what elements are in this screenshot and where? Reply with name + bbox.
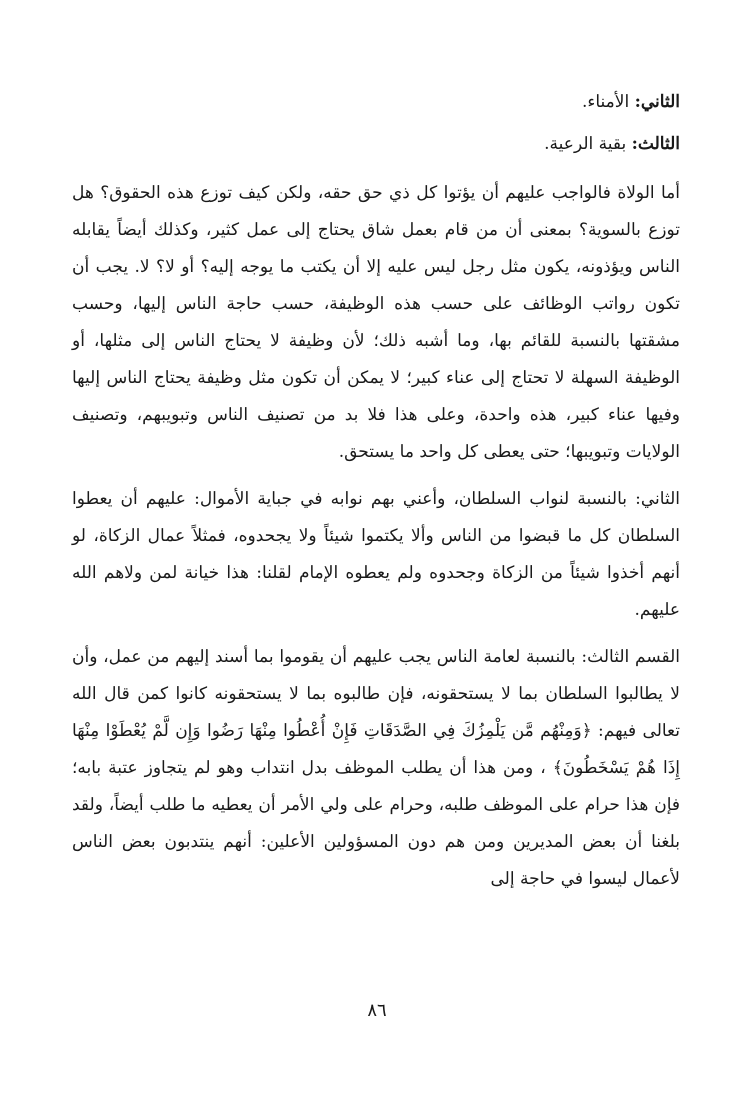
item-text: الأمناء. bbox=[581, 92, 635, 112]
paragraph-deputies: الثاني: بالنسبة لنواب السلطان، وأعني بهم نوابه في جباية الأموال: عليهم أن يعطوا السلطان كل ما قبضوا من الناس وألا يكتموا شيئاً ولا يجحدوه، فمثلاً عمال الزكاة، لو أنهم أخذوا شيئاً من الزكاة وجحدوه ولم يعطوه الإمام لقلنا: هذا خيانة لمن ولاهم الله عليهم. bbox=[72, 489, 680, 620]
page-number: ٨٦ bbox=[367, 1000, 387, 1021]
item-label: الثالث: bbox=[631, 134, 680, 154]
paragraph-public: القسم الثالث: بالنسبة لعامة الناس يجب عليهم أن يقوموا بما أسند إليهم من عمل، وأن لا يطالبوا السلطان بما لا يستحقونه، فإن طالبوه بما لا يستحقونه كانوا كمن قال الله تعالى فيهم: ﴿وَمِنْهُم مَّن يَلْمِزُكَ فِي الصَّدَقَاتِ فَإِنْ أُعْطُوا مِنْهَا رَضُوا وَإِن لَّمْ يُعْطَوْا مِنْهَا إِذَا هُمْ يَسْخَطُونَ﴾ ، ومن هذا أن يطلب الموظف بدل انتداب وهو لم يتجاوز عتبة بابه؛ فإن هذا حرام على الموظف طلبه، وحرام على ولي الأمر أن يعطيه ما طلب أيضاً، ولقد بلغنا أن بعض المديرين ومن هم دون المسؤولين الأعلين: أنهم ينتدبون بعض الناس لأعمال ليسوا في حاجة إلى bbox=[72, 647, 680, 889]
list-item-second bbox=[72, 84, 680, 121]
item-text: بقية الرعية. bbox=[544, 134, 632, 154]
page-body bbox=[72, 84, 680, 908]
item-label: الثاني: bbox=[634, 92, 680, 112]
paragraph-rulers: أما الولاة فالواجب عليهم أن يؤتوا كل ذي حق حقه، ولكن كيف توزع هذه الحقوق؟ هل توزع بالسوية؟ بمعنى أن من قام بعمل شاق يحتاج إلى عمل كثير، وكذلك أيضاً يقابله الناس ويؤذونه، يكون مثل رجل ليس عليه إلا أن يكتب ما يوجه إليه؟ أو لا؟ لا. يجب أن تكون رواتب الوظائف على حسب هذه الوظيفة، حسب حاجة الناس إليها، وحسب مشقتها بالنسبة للقائم بها، وما أشبه ذلك؛ لأن وظيفة لا يحتاج الناس إلى مثلها، أو الوظيفة السهلة لا تحتاج إلى عناء كبير؛ لا يمكن أن تكون مثل وظيفة يحتاج الناس إليها وفيها عناء كبير، هذه واحدة، وعلى هذا فلا بد من تصنيف الناس وتبويبهم، وتصنيف الولايات وتبويبها؛ حتى يعطى كل واحد ما يستحق. bbox=[72, 183, 680, 462]
list-item-third bbox=[72, 126, 680, 163]
